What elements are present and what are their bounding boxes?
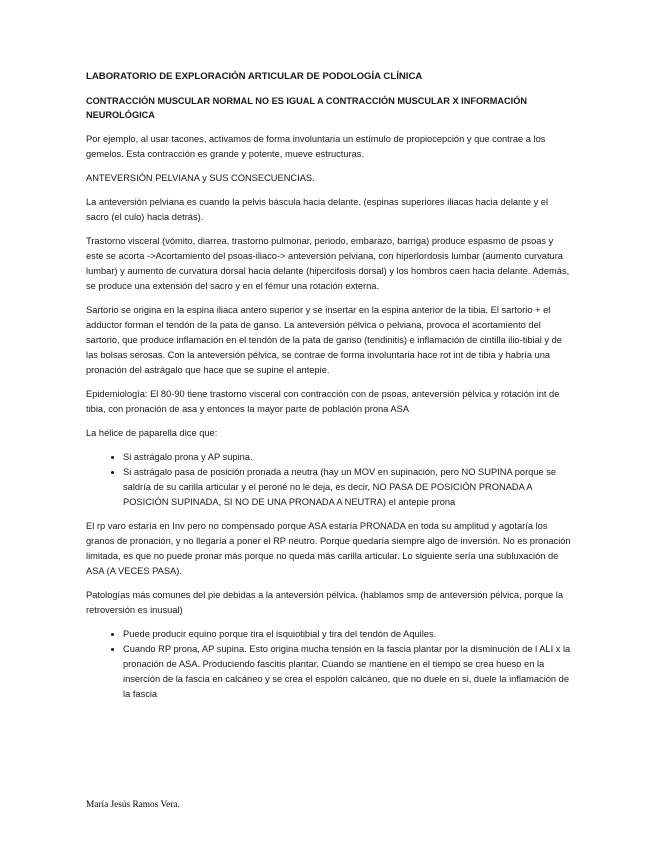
list-item: • Puede producir equino porque tira el isquiotibial y tira del tendón de Aquiles.: [123, 627, 571, 642]
section-heading-anteversion: ANTEVERSIÓN PELVIANA y SUS CONSECUENCIAS.: [86, 173, 315, 183]
paragraph-epidemiology: Epidemiología: El 80-90 tiene trastorno visceral con contracción con de psoas, anteversión pélvica y rotación int de tibia, con pronación de asa y entonces la mayor parte de población prona ASA: [86, 389, 560, 414]
paparella-list: [86, 450, 571, 510]
paragraph-tacones: Por ejemplo, al usar tacones, activamos de forma involuntaria un estímulo de propiocepción y que contrae a los gemelos. Esta contracción es grande y potente, mueve estructuras.: [86, 134, 546, 159]
paragraph-anteversion-definition: La anteversión pelviana es cuando la pelvis báscula hacia delante. (espinas superiores iliacas hacia delante y el sacro (el culo) hacia detrás).: [86, 197, 549, 222]
list-item: • Si astrágalo prona y AP supina.: [123, 450, 571, 465]
paragraph-paparella: La hélice de paparella dice que:: [86, 428, 218, 438]
paragraph-visceral-disorder: Trastorno visceral (vómito, diarrea, trastorno pulmonar, periodo, embarazo, barriga) produce espasmo de psoas y este se acorta ->Acortamiento del psoas-iliaco-> anteversión pelviana, con hiperlordosis lumbar (aumento curvatura lumbar) y aumento de curvatura dorsal hacia delante (hipercifosis dorsal) y los hombros caen hacia delante. Además, se produce una extensión del sacro y en el fémur una rotación externa.: [86, 236, 570, 291]
paragraph-rp-varo: El rp varo estaría en Inv pero no compensado porque ASA estaría PRONADA en toda su amplitud y agotaría los granos de pronación, y no llegaría a poner el RP neutro. Porque quedaría siempre algo de inversión. No es pronación limitada, es que no puede pronar más porque no queda más carilla articular. Lo siguiente sería una subluxación de ASA (A VECES PASA).: [86, 521, 571, 576]
section-heading-contraction: CONTRACCIÓN MUSCULAR NORMAL NO ES IGUAL A CONTRACCIÓN MUSCULAR X INFORMACIÓN NEUROLÓGICA: [86, 96, 527, 120]
paragraph-pathologies: Patologías más comunes del pie debidas a la anteversión pélvica. (hablamos smp de anteversión pélvica, porque la retroversión es inusual): [86, 590, 564, 615]
author-footer: María Jesús Ramos Vera.: [86, 800, 180, 810]
list-item: • Si astrágalo pasa de posición pronada a neutra (hay un MOV en supinación, pero NO SUPINA porque se saldría de su carilla articular y el peroné no le deja, es decir, NO PASA DE POSICIÓN PRONADA A POSICIÓN SUPINADA, SI NO DE UNA PRONADA A NEUTRA) el antepie prona: [123, 465, 571, 510]
pathologies-list: [86, 627, 571, 702]
list-item: • Cuando RP prona, AP supina. Esto origina mucha tensión en la fascia plantar por la disminución de l ALI x la pronación de ASA. Produciendo fascitis plantar. Cuando se mantiene en el tiempo se crea hueso en la inserción de la fascia en calcáneo y se crea el espolón calcáneo, que no duele en si, duele la inflamación de la fascia: [123, 642, 571, 702]
document-title: LABORATORIO DE EXPLORACIÓN ARTICULAR DE PODOLOGÍA CLÍNICA: [86, 71, 423, 82]
paragraph-sartorio: Sartorio se origina en la espina iliaca antero superior y se insertar en la espina anterior de la tibia. El sartorio + el adductor forman el tendón de la pata de ganso. La anteversión pélvica o pelviana, provoca el acortamiento del sartorio, que produce inflamación en el tendón de la pata de ganso (tendinitis) e inflamación de cintilla ilio-tibial y de las bolsas serosas. Con la anteversión pélvica, se contrae de forma involuntaria hace rot int de tibia y habría una pronación del astrágalo que hace que se supine el antepie.: [86, 305, 562, 375]
